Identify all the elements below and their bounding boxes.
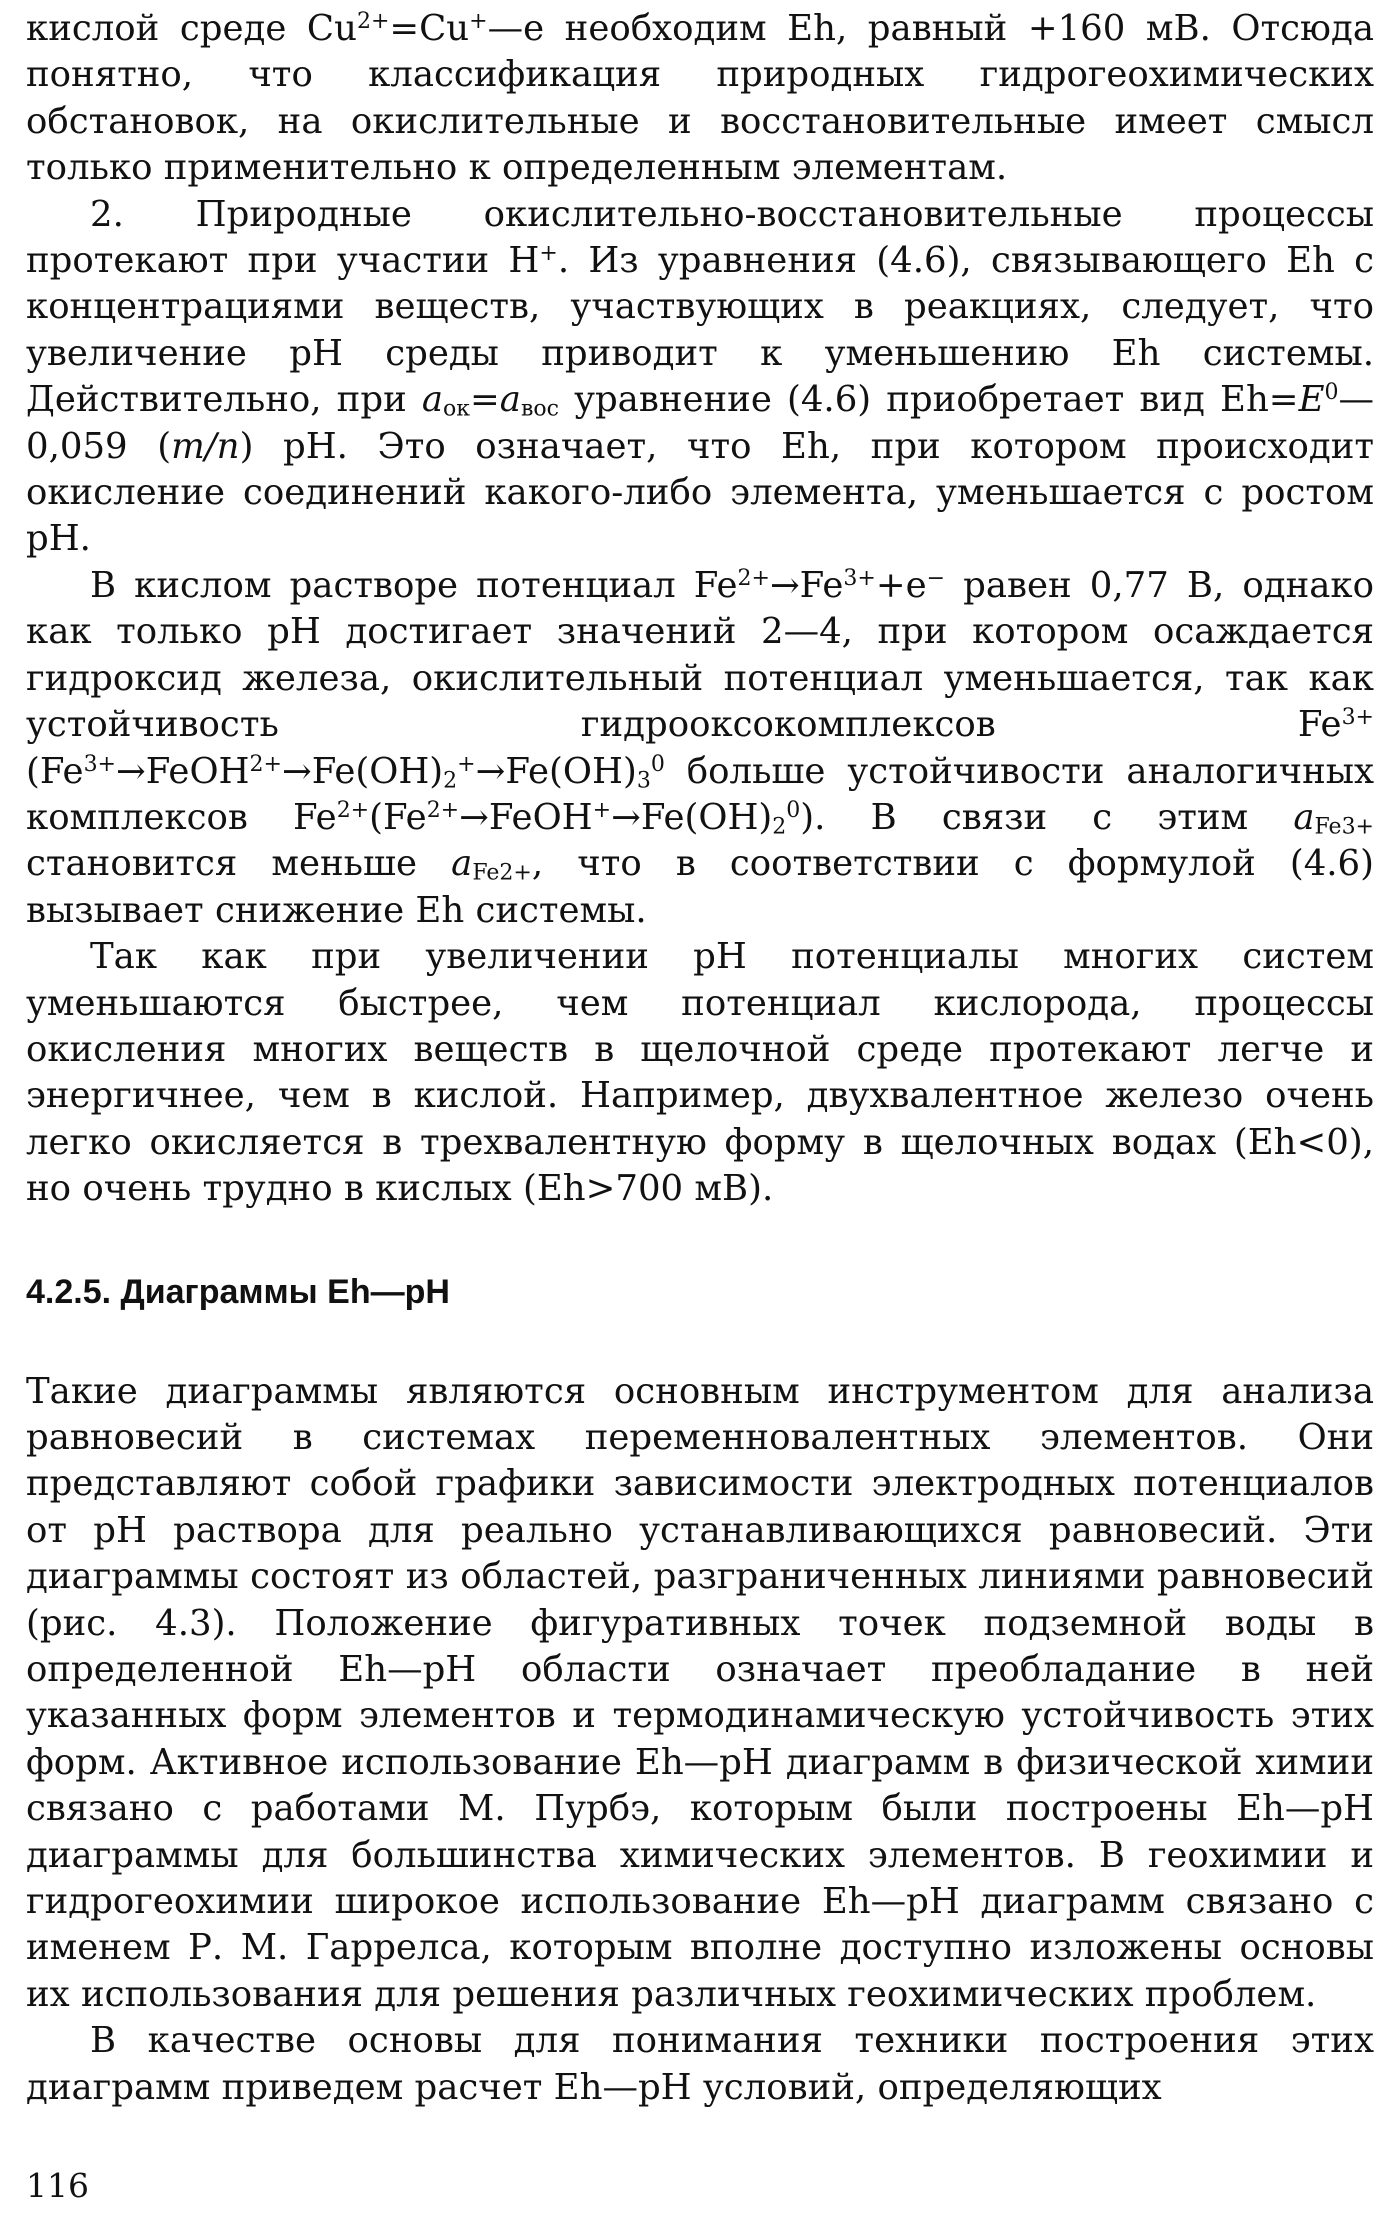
subscript: ок xyxy=(443,396,471,422)
supscript: + xyxy=(469,8,488,34)
supscript: + xyxy=(539,240,558,266)
paragraph-redox-processes: 2. Природные окислительно-восстановительные процессы протекают при участии H+. Из уравнения (4.6), связывающего Eh с концентрациями веществ, участвующих в реакциях, следует, что увеличение pH среды приводит к уменьшению Eh системы. Действительно, при $a_{ок}=a_{вос}$ уравнение (4.6) приобретает вид $Eh=E^0—0,059$ (m/n) pH. Это означает, что Eh, при котором происходит окисление соединений какого-либо элемента, уменьшается с ростом pH. xyxy=(26,193,1375,560)
italic-symbol: a xyxy=(421,379,444,421)
paragraph-continuation: кислой среде $Cu^{2+}=Cu^+—e$ необходим Eh, равный +160 мВ. Отсюда понятно, что классификация природных гидрогеохимических обстановок, на окислительные и восстановительные имеет смысл только применительно к определенным элементам. xyxy=(26,8,1374,189)
italic-symbol: E xyxy=(1298,379,1325,421)
supscript: 3+ xyxy=(83,751,116,777)
paragraph-calculation-intro: В качестве основы для понимания техники построения этих диаграмм приведем расчет Eh—pH условий, определяющих xyxy=(26,2020,1374,2108)
supscript: 2+ xyxy=(426,797,460,823)
italic-symbol: a xyxy=(499,379,521,421)
italic-symbol: a xyxy=(1293,796,1315,838)
subscript: Fe2+ xyxy=(472,860,532,886)
supscript: + xyxy=(457,751,476,777)
page-number: 116 xyxy=(26,2166,89,2205)
supscript: 2+ xyxy=(356,8,390,34)
subscript: 2 xyxy=(443,767,458,793)
supscript: 3+ xyxy=(1341,705,1374,730)
paragraph-alkaline-oxidation: Так как при увеличении pH потенциалы многих систем уменьшаются быстрее, чем потенциал кислорода, процессы окисления многих веществ в щелочной среде протекают легче и энергичнее, чем в кислой. Например, двухвалентное железо очень легко окисляется в трехвалентную форму в щелочных водах (Eh<0), но очень трудно в кислых (Eh>700 мВ). xyxy=(26,936,1374,1210)
body-text xyxy=(26,6,1374,2111)
paragraph-iron-potential: В кислом растворе потенциал $Fe^{2+}\to Fe^{3+}+e^-$ равен 0,77 В, однако как только pH достигает значений 2—4, при котором осаждается гидроксид железа, окислительный потенциал уменьшается, так как устойчивость гидрооксокомплексов $Fe^{3+}(Fe^{3+}\to FeOH^{2+}\to Fe(OH)_2^+\to Fe(OH)_3^0$ больше устойчивости аналогичных комплексов $Fe^{2+}(Fe^{2+}\to FeOH^+\to Fe(OH)_2^0)$. В связи с этим $a_{Fe3+}$ становится меньше $a_{Fe2+}$, что в соответствии с формулой (4.6) вызывает снижение Eh системы. xyxy=(26,564,1374,931)
subscript: 3 xyxy=(636,767,651,793)
supscript: 2+ xyxy=(249,751,282,777)
subscript: Fe3+ xyxy=(1314,814,1374,840)
supscript: 0 xyxy=(1324,380,1339,406)
supscript: 2+ xyxy=(336,797,370,823)
subscript: 2 xyxy=(772,814,787,840)
supscript: 0 xyxy=(786,797,801,823)
section-heading: 4.2.5. Диаграммы Eh—pH xyxy=(26,1272,450,1311)
paragraph-eh-ph-diagrams: Такие диаграммы являются основным инструментом для анализа равновесий в системах переменновалентных элементов. Они представляют собой графики зависимости электродных потенциалов от pH раствора для реально устанавливающихся равновесий. Эти диаграммы состоят из областей, разграниченных линиями равновесий (рис. 4.3). Положение фигуративных точек подземной воды в определенной Eh—pH области означает преобладание в ней указанных форм элементов и термодинамическую устойчивость этих форм. Активное использование Eh—pH диаграмм в физической химии связано с работами М. Пурбэ, которым были построены Eh—pH диаграммы для большинства химических элементов. В геохимии и гидрогеохимии широкое использование Eh—pH диаграмм связано с именем Р. М. Гаррелса, которым вполне доступно изложены основы их использования для решения различных геохимических проблем. xyxy=(26,1370,1374,2015)
supscript: + xyxy=(592,797,612,823)
supscript: − xyxy=(926,565,946,591)
supscript: 3+ xyxy=(843,565,876,591)
supscript: 2+ xyxy=(737,565,770,591)
supscript: 0 xyxy=(650,751,665,777)
subscript: вос xyxy=(520,396,559,422)
italic-symbol: m/n xyxy=(171,425,240,467)
italic-symbol: a xyxy=(451,843,473,885)
